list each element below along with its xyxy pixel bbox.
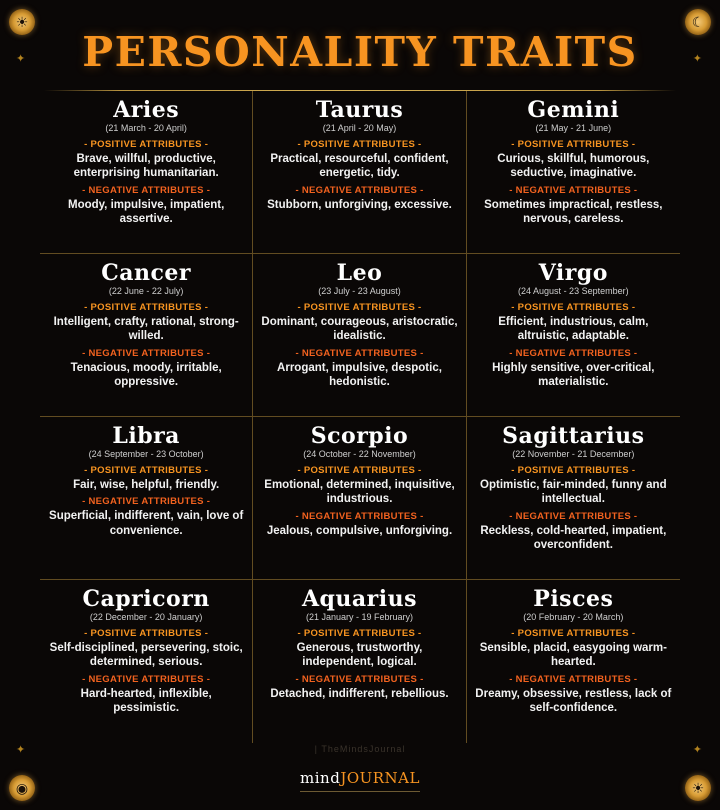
positive-label: - POSITIVE ATTRIBUTES - bbox=[84, 302, 209, 314]
eye-glyph: ◉ bbox=[15, 780, 29, 796]
ornament-left-bottom: ✦ bbox=[16, 744, 28, 756]
zodiac-card-aries bbox=[40, 91, 253, 254]
positive-traits: Optimistic, fair-minded, funny and intellectual. bbox=[480, 479, 667, 506]
negative-label: - NEGATIVE ATTRIBUTES - bbox=[82, 184, 211, 196]
positive-traits: Efficient, industrious, calm, altruistic, adaptable. bbox=[498, 316, 649, 343]
sign-name: Pisces bbox=[533, 586, 614, 612]
negative-traits: Dreamy, obsessive, restless, lack of self-confidence. bbox=[475, 687, 672, 715]
moon-icon bbox=[685, 9, 711, 35]
negative-traits: Detached, indifferent, rebellious. bbox=[270, 687, 449, 700]
negative-traits: Reckless, cold-hearted, impatient, overconfident. bbox=[480, 524, 667, 552]
positive-label: - POSITIVE ATTRIBUTES - bbox=[84, 139, 209, 151]
positive-traits: Practical, resourceful, confident, energetic, tidy. bbox=[270, 153, 449, 180]
positive-traits: Intelligent, crafty, rational, strong-willed. bbox=[53, 316, 239, 343]
negative-traits: Sometimes impractical, restless, nervous, careless. bbox=[484, 198, 663, 226]
sign-dates: (24 October - 22 November) bbox=[303, 449, 416, 460]
positive-label: - POSITIVE ATTRIBUTES - bbox=[511, 302, 636, 314]
zodiac-card-aquarius bbox=[253, 580, 466, 743]
positive-traits: Sensible, placid, easygoing warm-hearted. bbox=[479, 642, 667, 669]
sign-name: Taurus bbox=[315, 97, 404, 123]
negative-traits: Tenacious, moody, irritable, oppressive. bbox=[70, 361, 222, 389]
sign-name: Aquarius bbox=[301, 586, 417, 612]
sign-dates: (24 August - 23 September) bbox=[518, 286, 629, 297]
footer-brand bbox=[0, 769, 720, 792]
sign-name: Gemini bbox=[527, 97, 620, 123]
moon-glyph: ☾ bbox=[691, 14, 705, 30]
negative-traits: Arrogant, impulsive, despotic, hedonistic. bbox=[277, 361, 442, 389]
negative-label: - NEGATIVE ATTRIBUTES - bbox=[509, 510, 638, 522]
sign-dates: (21 April - 20 May) bbox=[322, 123, 397, 134]
positive-traits: Self-disciplined, persevering, stoic, determined, serious. bbox=[49, 642, 243, 669]
negative-label: - NEGATIVE ATTRIBUTES - bbox=[509, 347, 638, 359]
positive-label: - POSITIVE ATTRIBUTES - bbox=[297, 139, 422, 151]
positive-label: - POSITIVE ATTRIBUTES - bbox=[84, 628, 209, 640]
sign-name: Capricorn bbox=[82, 586, 210, 612]
negative-label: - NEGATIVE ATTRIBUTES - bbox=[295, 347, 424, 359]
zodiac-card-taurus bbox=[253, 91, 466, 254]
positive-traits: Curious, skillful, humorous, seductive, imaginative. bbox=[497, 153, 650, 180]
positive-traits: Generous, trustworthy, independent, logical. bbox=[296, 642, 423, 669]
sign-name: Scorpio bbox=[310, 423, 409, 449]
sun-glyph-bottom: ☀ bbox=[691, 780, 705, 796]
negative-label: - NEGATIVE ATTRIBUTES - bbox=[82, 673, 211, 685]
negative-label: - NEGATIVE ATTRIBUTES - bbox=[295, 673, 424, 685]
ornament-right-top: ✦ bbox=[692, 53, 704, 65]
sun-glyph: ☀ bbox=[15, 14, 29, 30]
positive-traits: Emotional, determined, inquisitive, industrious. bbox=[264, 479, 455, 506]
positive-label: - POSITIVE ATTRIBUTES - bbox=[511, 628, 636, 640]
sign-dates: (22 November - 21 December) bbox=[512, 449, 635, 460]
positive-label: - POSITIVE ATTRIBUTES - bbox=[297, 465, 422, 477]
positive-traits: Dominant, courageous, aristocratic, idealistic. bbox=[261, 316, 458, 343]
negative-label: - NEGATIVE ATTRIBUTES - bbox=[82, 347, 211, 359]
positive-label: - POSITIVE ATTRIBUTES - bbox=[297, 302, 422, 314]
sign-dates: (21 May - 21 June) bbox=[535, 123, 612, 134]
ornament-right-bottom: ✦ bbox=[692, 744, 704, 756]
sign-name: Cancer bbox=[101, 260, 192, 286]
positive-traits: Brave, willful, productive, enterprising humanitarian. bbox=[73, 153, 219, 180]
sign-name: Sagittarius bbox=[502, 423, 645, 449]
ornament-left-top: ✦ bbox=[16, 53, 28, 65]
negative-traits: Superficial, indifferent, vain, love of convenience. bbox=[49, 510, 244, 537]
brand-divider bbox=[300, 791, 420, 792]
zodiac-card-capricorn bbox=[40, 580, 253, 743]
zodiac-card-libra bbox=[40, 417, 253, 580]
zodiac-card-virgo bbox=[467, 254, 680, 417]
zodiac-card-pisces bbox=[467, 580, 680, 743]
zodiac-card-scorpio bbox=[253, 417, 466, 580]
sign-dates: (20 February - 20 March) bbox=[523, 612, 624, 623]
negative-label: - NEGATIVE ATTRIBUTES - bbox=[509, 673, 638, 685]
negative-label: - NEGATIVE ATTRIBUTES - bbox=[295, 184, 424, 196]
positive-label: - POSITIVE ATTRIBUTES - bbox=[84, 465, 209, 477]
brand-mind: mind bbox=[300, 769, 341, 787]
sign-dates: (22 June - 22 July) bbox=[108, 286, 184, 297]
zodiac-card-leo bbox=[253, 254, 466, 417]
negative-traits: Highly sensitive, over-critical, materialistic. bbox=[492, 361, 655, 389]
positive-label: - POSITIVE ATTRIBUTES - bbox=[511, 465, 636, 477]
positive-label: - POSITIVE ATTRIBUTES - bbox=[297, 628, 422, 640]
zodiac-card-gemini bbox=[467, 91, 680, 254]
sign-name: Virgo bbox=[538, 260, 608, 286]
negative-label: - NEGATIVE ATTRIBUTES - bbox=[509, 184, 638, 196]
watermark: | TheMindsJournal bbox=[314, 744, 406, 754]
zodiac-grid bbox=[40, 91, 680, 743]
brand-journal: JOURNAL bbox=[340, 769, 420, 787]
brand-logo bbox=[0, 769, 720, 787]
sign-dates: (24 September - 23 October) bbox=[88, 449, 204, 460]
negative-label: - NEGATIVE ATTRIBUTES - bbox=[82, 496, 211, 508]
sun-icon bbox=[9, 9, 35, 35]
zodiac-card-cancer bbox=[40, 254, 253, 417]
page-title: PERSONALITY TRAITS bbox=[82, 28, 638, 76]
negative-traits: Moody, impulsive, impatient, assertive. bbox=[67, 198, 225, 226]
positive-traits: Fair, wise, helpful, friendly. bbox=[73, 479, 220, 492]
sign-dates: (23 July - 23 August) bbox=[318, 286, 401, 297]
sign-name: Leo bbox=[336, 260, 383, 286]
zodiac-card-sagittarius bbox=[467, 417, 680, 580]
negative-label: - NEGATIVE ATTRIBUTES - bbox=[295, 510, 424, 522]
positive-label: - POSITIVE ATTRIBUTES - bbox=[511, 139, 636, 151]
sign-name: Libra bbox=[112, 423, 180, 449]
sign-dates: (22 December - 20 January) bbox=[89, 612, 203, 623]
sign-dates: (21 March - 20 April) bbox=[105, 123, 187, 134]
sign-name: Aries bbox=[113, 97, 180, 123]
negative-traits: Hard-hearted, inflexible, pessimistic. bbox=[80, 687, 212, 715]
negative-traits: Stubborn, unforgiving, excessive. bbox=[267, 198, 452, 211]
sign-dates: (21 January - 19 February) bbox=[305, 612, 414, 623]
negative-traits: Jealous, compulsive, unforgiving. bbox=[266, 524, 453, 537]
